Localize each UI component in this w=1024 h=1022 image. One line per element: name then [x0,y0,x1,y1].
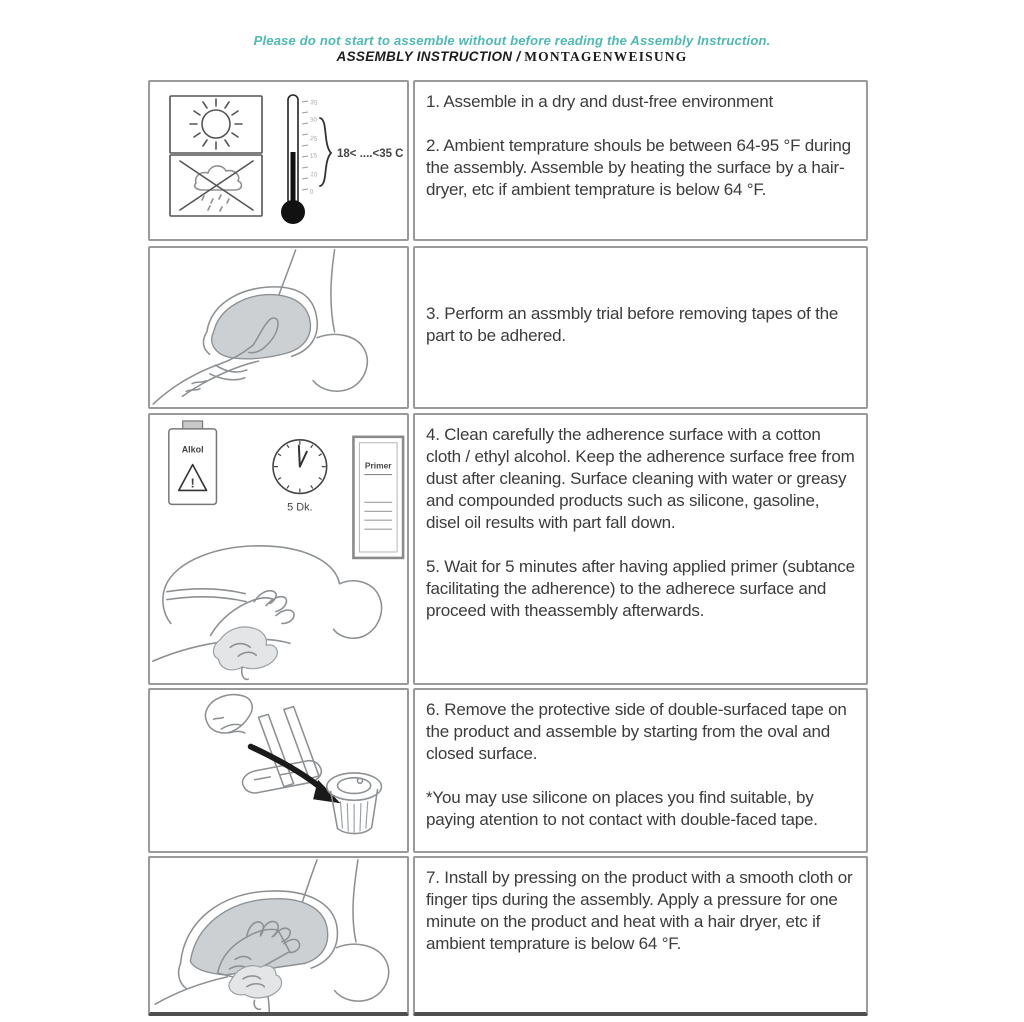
page-title-german: MONTAGENWEISUNG [524,49,688,64]
step4-5-text-panel [413,413,868,685]
thermometer-icon [281,95,318,224]
step3-text-panel [413,246,868,409]
step-4-text: 4. Clean carefully the adherence surface with a cotton cloth / ethyl alcohol. Keep the adherence surface free from dust after cleaning. Surface cleaning with water or greasy and compounded products such as silicone, gasoline, disel oil results with part fall down. [426,425,855,532]
primer-sheet-label: Primer [364,460,392,471]
mirror-cleaning-illustration [153,546,382,680]
svg-text:25: 25 [309,135,318,143]
clock-icon [273,440,327,513]
step3-image-panel [148,246,409,409]
mirror-pressing-illustration [150,858,407,1012]
range-brace [320,118,331,186]
silicone-note-text: *You may use silicone on places you find suitable, by paying atention to not contact with double-faced tape. [426,788,818,829]
sun-icon [170,96,262,153]
trash-can-icon [327,773,382,834]
mirror-trial-illustration [150,248,407,407]
clock-caption: 5 Dk. [287,501,313,514]
svg-text:10: 10 [309,171,318,179]
svg-text:15: 15 [309,152,318,160]
primer-sheet-icon [353,437,403,558]
warning-mark: ! [190,475,195,491]
assembly-notice: Please do not start to assemble without before reading the Assembly Instruction. [253,33,771,48]
step6-image-panel [148,688,409,853]
svg-text:35: 35 [309,99,318,107]
svg-text:0: 0 [309,188,314,196]
tape-liner-strips [258,707,318,787]
step1-image-panel [148,80,409,241]
no-rain-icon [170,155,262,216]
page-title-english: ASSEMBLY INSTRUCTION / [336,49,521,64]
page-title [0,49,1024,65]
peeling-hand [205,695,252,733]
alcohol-bottle-icon [169,421,217,504]
cleaning-cloth [213,627,277,670]
thermometer-range-label: 18< ....<35 C [337,148,404,160]
arrow-icon [251,747,341,804]
step-1-text: 1. Assemble in a dry and dust-free environment [426,92,774,111]
step-3-text: 3. Perform an assmbly trial before removing tapes of the part to be adhered. [426,304,839,345]
environment-conditions-illustration [150,82,407,239]
step-7-text: 7. Install by pressing on the product with a smooth cloth or finger tips during the assembly. Apply a pressure for one minute on the product and heat with a hair dryer, etc if ambient temprature is below 64 °F. [426,868,853,953]
step-6-text: 6. Remove the protective side of double-surfaced tape on the product and assemble by starting from the oval and closed surface. [426,700,847,763]
step-5-text: 5. Wait for 5 minutes after having applied primer (subtance facilitating the adherence) to the adherece surface and proceed with theassembly afterwards. [426,557,855,620]
svg-text:30: 30 [309,116,318,124]
step4-5-image-panel [148,413,409,685]
bottle-label: Alkol [181,444,204,455]
step1-2-text-panel [413,80,868,241]
step7-image-panel [148,856,409,1016]
step-2-text: 2. Ambient temprature shouls be between 64-95 °F during the assembly. Assemble by heating the surface by a hair-dryer, etc if ambient temprature is below 64 °F. [426,136,851,199]
step7-text-panel [413,856,868,1016]
cleaning-primer-illustration [150,415,407,683]
step6-text-panel [413,688,868,853]
tape-peeling-illustration [150,690,407,851]
